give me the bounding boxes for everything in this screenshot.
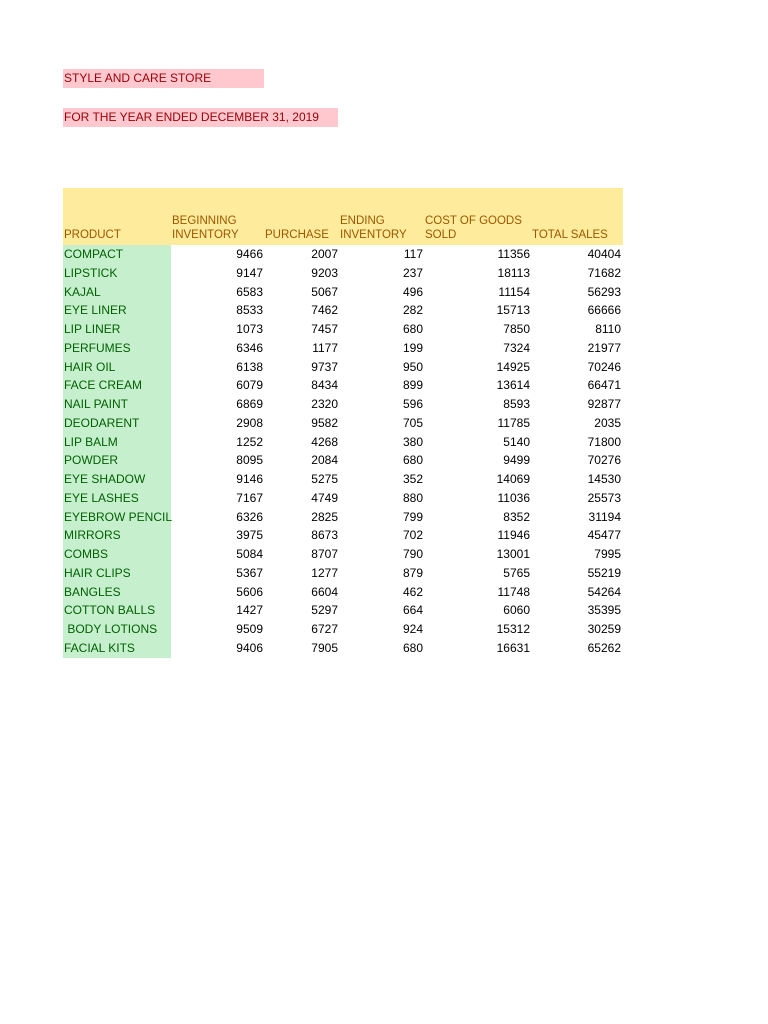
ending-inventory-cell: 237 [402,265,423,280]
header-beginning-line2: INVENTORY [172,229,239,241]
ending-inventory-cell: 799 [402,509,423,524]
cogs-cell: 15312 [496,622,530,636]
beginning-inventory-cell: 1252 [236,434,263,449]
beginning-inventory-cell: 6138 [236,359,263,374]
ending-inventory-cell: 199 [402,340,423,355]
total-sales-cell: 31194 [588,509,621,524]
table-row [63,245,623,264]
table-row [63,339,623,358]
purchase-cell: 5067 [311,284,338,299]
total-sales-cell: 65262 [587,640,621,655]
header-cogs [425,214,522,242]
purchase-cell: 2320 [311,397,338,411]
table-row [63,545,623,564]
total-sales-cell: 35395 [587,603,621,618]
product-cell: BODY LOTIONS [63,620,171,639]
beginning-inventory-cell: 6583 [236,284,263,299]
product-cell: PERFUMES [63,339,171,358]
cogs-cell: 11748 [497,584,530,599]
table-row [63,414,623,433]
product-cell: EYE SHADOW [63,470,171,489]
cogs-cell: 18113 [497,265,530,280]
total-sales-cell: 7995 [594,547,621,561]
product-cell: LIP LINER [63,320,171,339]
header-cogs-line1: COST OF GOODS [425,215,522,227]
total-sales-cell: 40404 [587,247,621,261]
table-row [63,470,623,489]
beginning-inventory-cell: 6869 [236,397,263,411]
total-sales-cell: 66471 [587,378,621,393]
table-row [63,264,623,283]
product-cell: HAIR CLIPS [63,564,171,583]
beginning-inventory-cell: 9146 [236,472,263,486]
ending-inventory-cell: 879 [402,565,423,580]
product-cell: HAIR OIL [63,358,171,377]
ending-inventory-cell: 664 [402,603,423,618]
purchase-cell: 5275 [311,472,338,486]
header-total-sales: TOTAL SALES [532,229,608,241]
ending-inventory-cell: 680 [402,640,423,655]
total-sales-cell: 55219 [587,565,621,580]
product-cell: EYE LASHES [63,489,171,508]
table-row [63,376,623,395]
header-ending-line2: INVENTORY [340,229,407,241]
table-row [63,283,623,302]
purchase-cell: 7457 [311,322,338,336]
total-sales-cell: 66666 [587,303,621,318]
cogs-cell: 15713 [496,303,530,318]
beginning-inventory-cell: 6326 [236,509,263,524]
total-sales-cell: 14530 [587,472,621,486]
beginning-inventory-cell: 5606 [236,584,263,599]
cogs-cell: 11356 [497,247,530,261]
purchase-cell: 8707 [311,547,338,561]
store-title: STYLE AND CARE STORE [63,69,264,88]
ending-inventory-cell: 899 [402,378,423,393]
purchase-cell: 7905 [311,640,338,655]
product-cell: DEODARENT [63,414,171,433]
total-sales-cell: 45477 [587,528,621,543]
table-row [63,620,623,639]
header-ending-inventory [340,214,407,242]
ending-inventory-cell: 705 [402,415,423,430]
beginning-inventory-cell: 8533 [236,303,263,318]
purchase-cell: 9582 [311,415,338,430]
beginning-inventory-cell: 5367 [236,565,263,580]
header-purchase: PURCHASE [265,229,329,241]
product-cell: EYE LINER [63,301,171,320]
total-sales-cell: 70246 [587,359,621,374]
table-row [63,451,623,470]
cogs-cell: 7850 [503,322,530,336]
purchase-cell: 4749 [311,490,338,505]
purchase-cell: 6604 [311,584,338,599]
header-ending-line1: ENDING [340,215,385,227]
table-row [63,489,623,508]
cogs-cell: 11946 [497,528,530,543]
beginning-inventory-cell: 3975 [236,528,263,543]
table-row [63,564,623,583]
beginning-inventory-cell: 1427 [236,603,263,618]
table-row [63,601,623,620]
cogs-cell: 14925 [496,359,530,374]
total-sales-cell: 71800 [587,434,621,449]
table-row [63,526,623,545]
product-cell: BANGLES [63,583,171,602]
product-cell: EYEBROW PENCIL [63,508,171,527]
purchase-cell: 8673 [311,528,338,543]
beginning-inventory-cell: 6346 [236,340,263,355]
purchase-cell: 4268 [311,434,338,449]
cogs-cell: 11785 [497,415,530,430]
ending-inventory-cell: 496 [402,284,423,299]
ending-inventory-cell: 924 [402,622,423,636]
table-row [63,320,623,339]
beginning-inventory-cell: 9466 [236,247,263,261]
purchase-cell: 9737 [311,359,338,374]
cogs-cell: 16631 [496,640,530,655]
product-cell: FACIAL KITS [63,639,171,658]
cogs-cell: 8593 [503,397,530,411]
header-beginning-inventory [172,214,239,242]
beginning-inventory-cell: 8095 [236,453,263,468]
cogs-cell: 14069 [496,472,530,486]
purchase-cell: 2007 [311,247,338,261]
beginning-inventory-cell: 6079 [236,378,263,393]
table-row [63,639,623,658]
header-beginning-line1: BEGINNING [172,215,237,227]
ending-inventory-cell: 117 [403,247,423,261]
ending-inventory-cell: 462 [402,584,423,599]
product-cell: POWDER [63,451,171,470]
cogs-cell: 8352 [503,509,530,524]
product-cell: KAJAL [63,283,171,302]
beginning-inventory-cell: 7167 [236,490,263,505]
ending-inventory-cell: 680 [402,453,423,468]
purchase-cell: 1277 [311,565,338,580]
ending-inventory-cell: 950 [402,359,423,374]
product-cell: NAIL PAINT [63,395,171,414]
product-cell: LIPSTICK [63,264,171,283]
ending-inventory-cell: 596 [402,397,423,411]
header-product: PRODUCT [64,229,121,241]
table-row [63,508,623,527]
table-row [63,301,623,320]
cogs-cell: 5765 [503,565,530,580]
total-sales-cell: 2035 [594,415,621,430]
total-sales-cell: 30259 [587,622,621,636]
ending-inventory-cell: 352 [402,472,423,486]
beginning-inventory-cell: 9406 [236,640,263,655]
inventory-table [63,188,623,658]
period-title: FOR THE YEAR ENDED DECEMBER 31, 2019 [63,108,338,127]
product-cell: COMBS [63,545,171,564]
table-header [63,188,623,245]
purchase-cell: 7462 [311,303,338,318]
purchase-cell: 2825 [311,509,338,524]
total-sales-cell: 54264 [587,584,621,599]
purchase-cell: 1177 [312,340,338,355]
purchase-cell: 8434 [311,378,338,393]
cogs-cell: 6060 [503,603,530,618]
cogs-cell: 13001 [496,547,530,561]
table-row [63,358,623,377]
product-cell: MIRRORS [63,526,171,545]
cogs-cell: 9499 [503,453,530,468]
beginning-inventory-cell: 9509 [236,622,263,636]
beginning-inventory-cell: 5084 [236,547,263,561]
product-cell: COTTON BALLS [63,601,171,620]
cogs-cell: 7324 [503,340,530,355]
ending-inventory-cell: 790 [402,547,423,561]
total-sales-cell: 56293 [587,284,621,299]
total-sales-cell: 71682 [587,265,621,280]
product-cell: FACE CREAM [63,376,171,395]
beginning-inventory-cell: 2908 [236,415,263,430]
total-sales-cell: 21977 [587,340,621,355]
cogs-cell: 11036 [497,490,530,505]
beginning-inventory-cell: 1073 [236,322,263,336]
ending-inventory-cell: 702 [402,528,423,543]
table-row [63,395,623,414]
ending-inventory-cell: 680 [402,322,423,336]
table-row [63,433,623,452]
beginning-inventory-cell: 9147 [236,265,263,280]
total-sales-cell: 8110 [595,322,621,336]
total-sales-cell: 92877 [587,397,621,411]
purchase-cell: 5297 [311,603,338,618]
product-cell: COMPACT [63,245,171,264]
ending-inventory-cell: 380 [402,434,423,449]
table-row [63,583,623,602]
purchase-cell: 9203 [311,265,338,280]
product-cell: LIP BALM [63,433,171,452]
cogs-cell: 13614 [496,378,530,393]
purchase-cell: 6727 [311,622,338,636]
purchase-cell: 2084 [311,453,338,468]
ending-inventory-cell: 880 [402,490,423,505]
cogs-cell: 5140 [503,434,530,449]
cogs-cell: 11154 [498,284,530,299]
header-cogs-line2: SOLD [425,229,457,241]
table-body [63,245,623,658]
ending-inventory-cell: 282 [402,303,423,318]
total-sales-cell: 25573 [587,490,621,505]
total-sales-cell: 70276 [587,453,621,468]
